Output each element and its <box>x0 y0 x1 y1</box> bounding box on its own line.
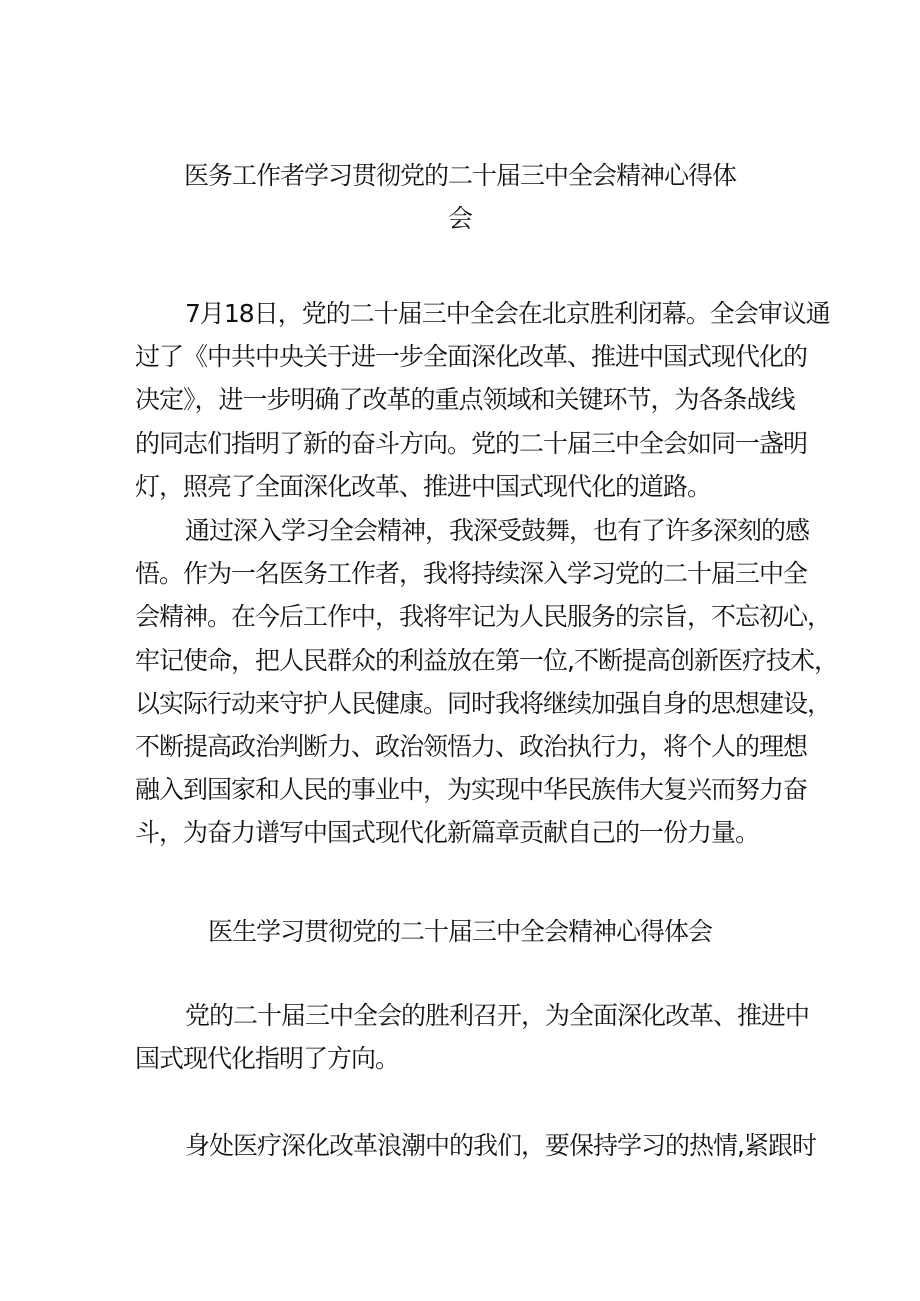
paragraph-line: 党的二十届三中全会的胜利召开，为全面深化改革、推进中 <box>185 1001 810 1030</box>
article-2-paragraph-1 <box>135 994 810 1080</box>
article-1-title <box>120 154 800 240</box>
article-1-title-line: 医务工作者学习贯彻党的二十届三中全会精神心得体 <box>183 161 736 190</box>
paragraph-line: 通过深入学习全会精神，我深受鼓舞，也有了许多深刻的感 <box>185 516 810 545</box>
paragraph-line: 灯，照亮了全面深化改革、推进中国式现代化的道路。 <box>135 471 712 501</box>
paragraph-line: 不断提高政治判断力、政治领悟力、政治执行力，将个人的理想 <box>135 731 808 761</box>
paragraph-line: 国式现代化指明了方向。 <box>135 1044 400 1074</box>
article-2-title: 医生学习贯彻党的二十届三中全会精神心得体会 <box>207 917 712 946</box>
paragraph-line: 决定》，进一步明确了改革的重点领域和关键环节，为各条战线 <box>135 385 795 415</box>
article-1-paragraph-2 <box>135 509 838 855</box>
paragraph-line: 的同志们指明了新的奋斗方向。党的二十届三中全会如同一盏明 <box>135 428 808 458</box>
paragraph-line: 过了《中共中央关于进一步全面深化改革、推进中国式现代化的 <box>135 342 808 372</box>
paragraph-line: 斗，为奋力谱写中国式现代化新篇章贡献自己的一份力量。 <box>135 818 760 848</box>
paragraph-line: 会精神。在今后工作中，我将牢记为人民服务的宗旨，不忘初心， <box>135 602 832 632</box>
article-2-paragraph-2 <box>135 1124 816 1167</box>
paragraph-line: 悟。作为一名医务工作者，我将持续深入学习党的二十届三中全 <box>135 559 808 589</box>
article-1-paragraph-1 <box>135 292 830 508</box>
paragraph-line: 融入到国家和人民的事业中，为实现中华民族伟大复兴而努力奋 <box>135 775 808 805</box>
paragraph-line: 牢记使命，把人民群众的利益放在第一位,不断提高创新医疗技术， <box>135 645 838 675</box>
paragraph-line: 7月18日，党的二十届三中全会在北京胜利闭幕。全会审议通 <box>185 299 830 328</box>
article-1-title-line: 会 <box>447 204 472 233</box>
paragraph-line: 以实际行动来守护人民健康。同时我将继续加强自身的思想建设， <box>135 688 832 718</box>
paragraph-line: 身处医疗深化改革浪潮中的我们，要保持学习的热情,紧跟时 <box>185 1131 816 1160</box>
